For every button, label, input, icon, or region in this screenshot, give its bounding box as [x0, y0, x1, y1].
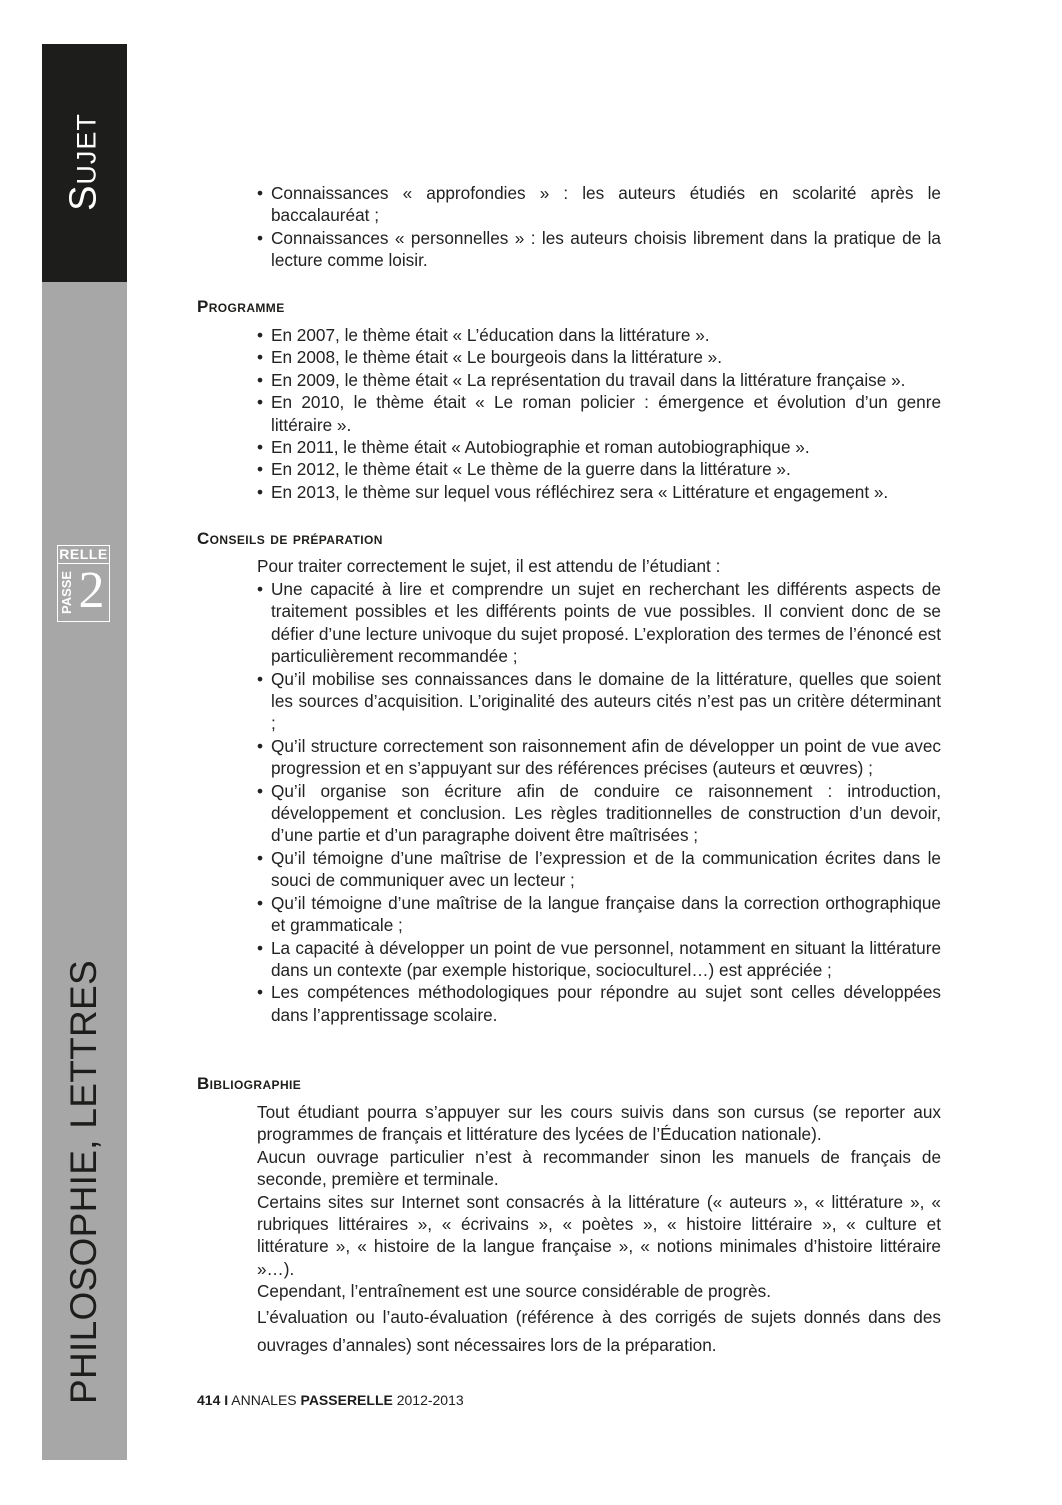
- bibliographie-paragraph: Tout étudiant pourra s’appuyer sur les cours suivis dans son cursus (se reporter aux programmes de français et littérature des lycées de l’Éducation nationale).: [257, 1102, 941, 1145]
- bibliographie-heading: Bibliographie: [197, 1074, 302, 1093]
- list-item: • Connaissances « personnelles » : les auteurs choisis librement dans la pratique de la lecture comme loisir.: [257, 227, 941, 272]
- bibliographie-paragraph: Aucun ouvrage particulier n’est à recommander sinon les manuels de français de seconde, première et terminale.: [257, 1146, 941, 1190]
- conseil-item: • Qu’il témoigne d’une maîtrise de l’expression et de la communication écrites dans le souci de communiquer avec un lecteur ;: [257, 847, 941, 892]
- conseils-list: [257, 578, 941, 1026]
- logo-top-text: RELLE: [59, 546, 108, 562]
- footer-separator: I: [224, 1392, 229, 1408]
- programme-item: • En 2008, le thème était « Le bourgeois dans la littérature ».: [257, 346, 941, 368]
- conseil-item: • Une capacité à lire et comprendre un sujet en recherchant les différents aspects de traitement possibles et les différents points de vue possibles. Il convient donc de se défier d’une lecture univoque du sujet proposé. L’exploration des termes de l’énoncé est particulièrement recommandée ;: [257, 578, 941, 668]
- knowledge-list: [257, 182, 941, 272]
- programme-list: [257, 324, 941, 503]
- conseil-item: • Qu’il organise son écriture afin de conduire ce raisonnement : introduction, développement et conclusion. Les règles traditionnelles de construction d’un devoir, d’une partie et d’un paragraphe doivent être maîtrisées ;: [257, 780, 941, 847]
- vertical-subject-title: PHILOSOPHIE, LETTRES: [63, 960, 104, 1404]
- conseils-section: [257, 578, 941, 1026]
- bibliographie-paragraph: Certains sites sur Internet sont consacrés à la littérature (« auteurs », « littérature », « rubriques littéraires », « écrivains », « poètes », « histoire littéraire », « culture et littérature », « histoire de la langue française », « notions minimales d’histoire littéraire »…).: [257, 1191, 941, 1279]
- conseil-item: • Qu’il témoigne d’une maîtrise de la langue française dans la correction orthographique et grammaticale ;: [257, 892, 941, 937]
- page-number: 414: [197, 1392, 221, 1408]
- bibliographie-section: [257, 1101, 941, 1359]
- logo-side-text: PASSE: [59, 570, 74, 615]
- knowledge-bullets: [257, 182, 941, 272]
- programme-section: [257, 324, 941, 503]
- bibliographie-paragraph: Cependant, l’entraînement est une source considérable de progrès.: [257, 1281, 772, 1302]
- list-item: • Connaissances « approfondies » : les auteurs étudiés en scolarité après le baccalauréat ;: [257, 182, 941, 227]
- footer-brand: PASSERELLE: [300, 1392, 393, 1408]
- conseil-item: • Qu’il mobilise ses connaissances dans le domaine de la littérature, quelles que soient les sources d’acquisition. L’originalité des auteurs cités n’est pas un critère déterminant ;: [257, 668, 941, 735]
- programme-item: • En 2013, le thème sur lequel vous réfléchirez sera « Littérature et engagement ».: [257, 481, 941, 503]
- programme-item: • En 2009, le thème était « La représentation du travail dans la littérature française ».: [257, 369, 941, 391]
- programme-item: • En 2012, le thème était « Le thème de la guerre dans la littérature ».: [257, 458, 941, 480]
- conseil-item: • Les compétences méthodologiques pour répondre au sujet sont celles développées dans l’apprentissage scolaire.: [257, 981, 941, 1026]
- programme-item: • En 2007, le thème était « L’éducation dans la littérature ».: [257, 324, 941, 346]
- conseil-item: • Qu’il structure correctement son raisonnement afin de développer un point de vue avec progression et en s’appuyant sur des références précises (auteurs et œuvres) ;: [257, 735, 941, 780]
- conseils-intro: Pour traiter correctement le sujet, il est attendu de l’étudiant :: [257, 556, 721, 576]
- section-label: Sujet: [62, 113, 105, 211]
- bibliographie-paragraph: L’évaluation ou l’auto-évaluation (référence à des corrigés de sujets donnés dans des ouvrages d’annales) sont nécessaires lors de la préparation.: [257, 1306, 941, 1355]
- logo-number: 2: [78, 562, 105, 619]
- programme-item: • En 2011, le thème était « Autobiographie et roman autobiographique ».: [257, 436, 941, 458]
- conseils-heading: Conseils de préparation: [197, 529, 383, 548]
- footer-years: 2012-2013: [396, 1392, 464, 1408]
- conseil-item: • La capacité à développer un point de vue personnel, notamment en situant la littérature dans un contexte (par exemple historique, socioculturel…) est appréciée ;: [257, 937, 941, 982]
- programme-item: • En 2010, le thème était « Le roman policier : émergence et évolution d’un genre littéraire ».: [257, 391, 941, 436]
- programme-heading: Programme: [197, 297, 285, 316]
- page-footer: [197, 1389, 464, 1411]
- footer-series: ANNALES: [231, 1392, 297, 1408]
